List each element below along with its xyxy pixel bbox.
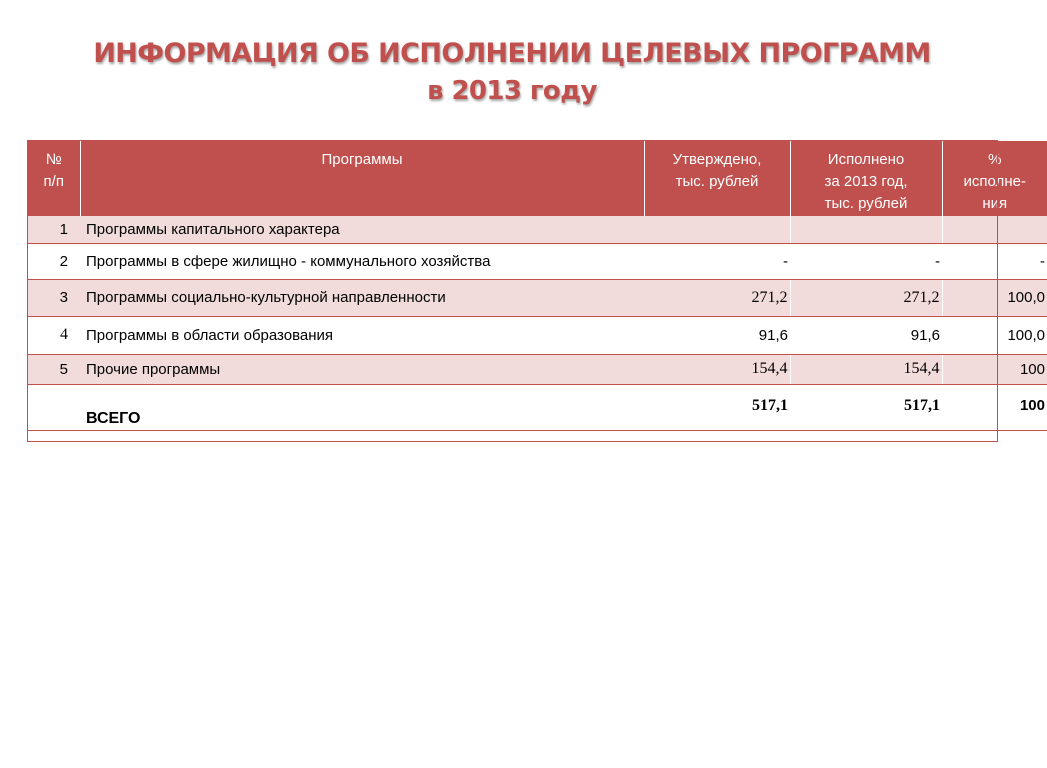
header-executed-line-3: тыс. рублей (824, 195, 908, 212)
header-num-line-2: п/п (43, 173, 64, 190)
header-programs (80, 141, 644, 216)
title-line-2: в 2013 году (427, 76, 597, 106)
total-num (28, 384, 80, 430)
header-executed (790, 141, 942, 216)
row-name: Программы социально-культурной направленности (80, 279, 644, 316)
row-num: 2 (28, 243, 80, 279)
table-row (28, 279, 1047, 316)
table-row (28, 243, 1047, 279)
row-num: 1 (28, 216, 80, 243)
title-line-1: ИНФОРМАЦИЯ ОБ ИСПОЛНЕНИИ ЦЕЛЕВЫХ ПРОГРАММ (93, 38, 931, 69)
table-header-row (28, 141, 1047, 216)
row-executed (790, 216, 942, 243)
row-num: 5 (28, 354, 80, 384)
header-num-line-1: № (45, 151, 62, 168)
row-executed: - (790, 243, 942, 279)
total-executed: 517,1 (790, 384, 942, 430)
table-row (28, 216, 1047, 243)
row-approved: 271,2 (644, 279, 790, 316)
total-approved: 517,1 (644, 384, 790, 430)
header-executed-line-2: за 2013 год, (824, 173, 908, 190)
row-num: 3 (28, 279, 80, 316)
header-approved (644, 141, 790, 216)
row-name: Прочие программы (80, 354, 644, 384)
row-approved (644, 216, 790, 243)
row-approved: 91,6 (644, 316, 790, 354)
header-pct-line-1: % (988, 151, 1002, 168)
table-row (28, 316, 1047, 354)
header-programs-label: Программы (321, 151, 403, 168)
row-num: 4 (28, 316, 80, 354)
header-pct (942, 141, 1047, 216)
header-pct-line-2: исполне- (963, 173, 1026, 190)
header-num (28, 141, 80, 216)
table-total-row (28, 384, 1047, 430)
row-pct: 100 (942, 354, 1047, 384)
row-name: Программы в сфере жилищно - коммунального хозяйства (80, 243, 644, 279)
row-executed: 154,4 (790, 354, 942, 384)
total-label: ВСЕГО (80, 384, 644, 430)
table-row (28, 354, 1047, 384)
row-name: Программы в области образования (80, 316, 644, 354)
row-pct: 100,0 (942, 316, 1047, 354)
header-pct-line-3: ния (982, 195, 1008, 212)
row-pct: - (942, 243, 1047, 279)
row-executed: 271,2 (790, 279, 942, 316)
total-pct: 100 (942, 384, 1047, 430)
header-approved-line-2: тыс. рублей (675, 173, 759, 190)
row-name: Программы капитального характера (80, 216, 644, 243)
row-pct: 100,0 (942, 279, 1047, 316)
row-executed: 91,6 (790, 316, 942, 354)
row-approved: - (644, 243, 790, 279)
page-title (0, 34, 1024, 108)
row-approved: 154,4 (644, 354, 790, 384)
row-pct (942, 216, 1047, 243)
header-executed-line-1: Исполнено (827, 151, 905, 168)
programs-table (28, 141, 1047, 431)
header-approved-line-1: Утверждено, (672, 151, 762, 168)
